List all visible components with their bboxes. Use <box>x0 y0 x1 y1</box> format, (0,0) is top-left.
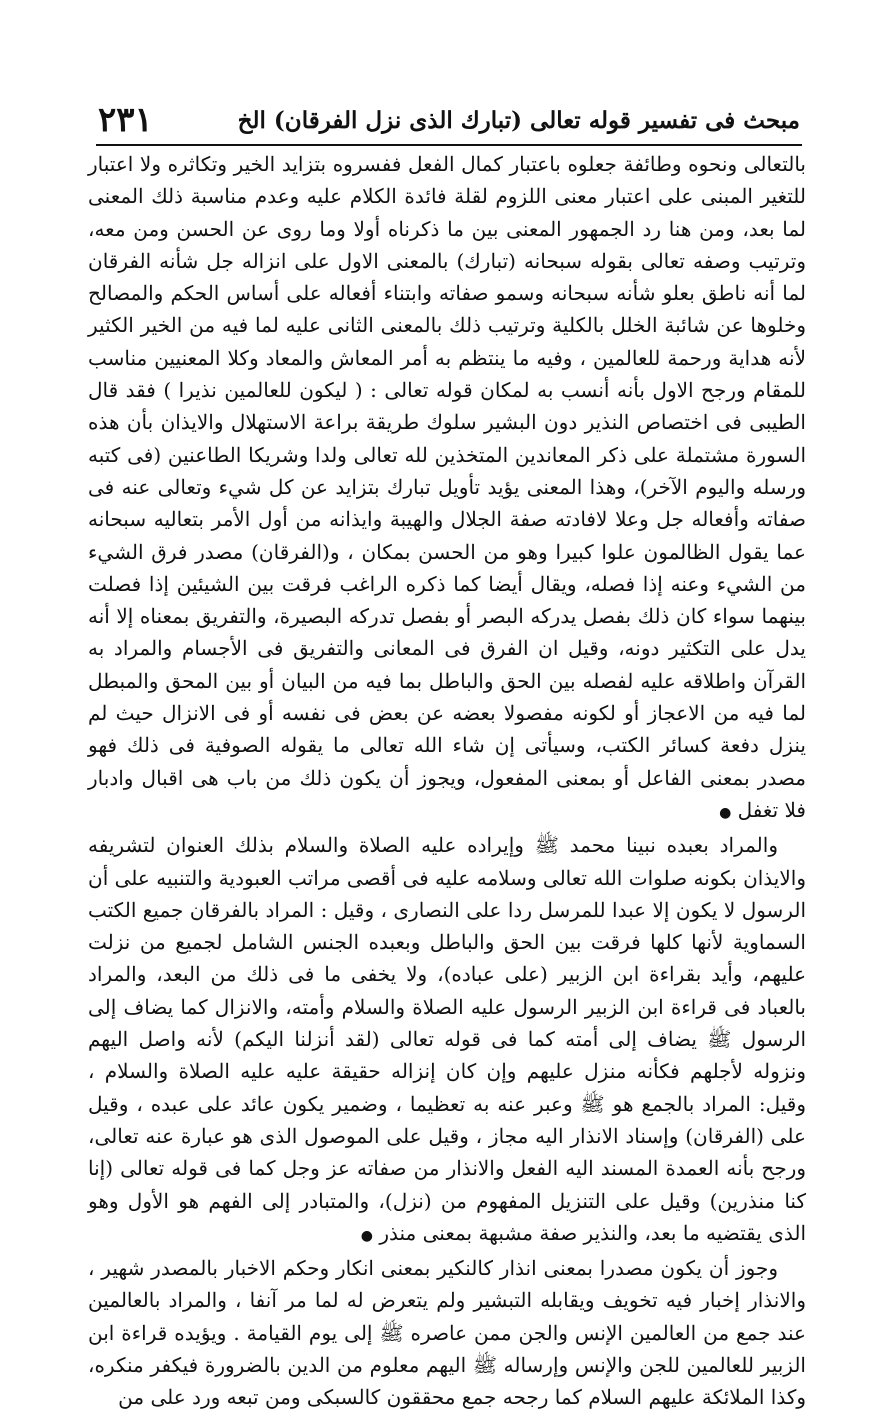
page-number: ٢٣١ <box>98 100 153 140</box>
body-text <box>88 148 806 1410</box>
page-header <box>80 98 800 142</box>
paragraph-text: وجوز أن يكون مصدرا بمعنى انذار كالنكير بمعنى انكار وحكم الاخبار بالمصدر شهير ، والانذار إخبار فيه تخويف ويقابله التبشير ولم يتعرض له لما مر آنفا ، والمراد بالعالمين عند جمع من العالمين الإنس والجن ممن عاصره ﷺ إلى يوم القيامة . ويؤيده قراءة ابن الزبير للعالمين للجن والإنس وإرساله ﷺ اليهم معلوم من الدين بالضرورة فيكفر منكره، وكذا الملائكة عليهم السلام كما رجحه جمع محققون كالسبكى ومن تبعه ورد على من <box>88 1256 806 1410</box>
header-rule <box>96 144 802 146</box>
paragraph <box>88 829 806 1252</box>
paragraph-end-mark: ● <box>360 1227 373 1244</box>
running-title: مبحث فى تفسير قوله تعالى (تبارك الذى نزل الفرقان) الخ <box>237 107 800 134</box>
paragraph <box>88 148 806 829</box>
paragraph-end-mark: ● <box>719 804 732 821</box>
paragraph-text: بالتعالى ونحوه وطائفة جعلوه باعتبار كمال الفعل ففسروه بتزايد الخير وتكاثره ولا اعتبار للتغير المبنى على اعتبار معنى اللزوم لقلة فائدة الكلام عليه وعدم مناسبة ذلك المعنى لما بعد، ومن هنا رد الجمهور المعنى بين ما ذكرناه أولا وما روى عن الحسن ومن معه، وترتيب وصفه تعالى بقوله سبحانه (تبارك) بالمعنى الاول على انزاله جل شأنه الفرقان لما أنه ناطق بعلو شأنه سبحانه وسمو صفاته وابتناء أفعاله على أساس الحكم والمصالح وخلوها عن شائبة الخلل بالكلية وترتيب ذلك بالمعنى الثانى عليه لما فيه من الخير الكثير لأنه هداية ورحمة للعالمين ، وفيه ما ينتظم به أمر المعاش والمعاد وكلا المعنيين مناسب للمقام ورجح الاول بأنه أنسب به لمكان قوله تعالى : ( ليكون للعالمين نذيرا ) فقد قال الطيبى فى اختصاص النذير دون البشير سلوك طريقة براعة الاستهلال والايذان بأن هذه السورة مشتملة على ذكر المعاندين المتخذين لله تعالى ولدا وشريكا الطاعنين (فى كتبه ورسله واليوم الآخر)، وهذا المعنى يؤيد تأويل تبارك بتزايد عن كل شيء وتعالى عنه فى صفاته وأفعاله جل وعلا لافادته صفة الجلال والهيبة وايذانه من أول الأمر بتعاليه سبحانه عما يقول الظالمون علوا كبيرا وهو من الحسن بمكان ، و(الفرقان) مصدر فرق الشيء من الشيء وعنه إذا فصله، ويقال أيضا كما ذكره الراغب فرقت بين الشيئين إذا فصلت بينهما سواء كان ذلك بفصل يدركه البصر أو بفصل تدركه البصيرة، والتفريق بمعناه إلا أنه يدل على التكثير دونه، وقيل ان الفرق فى المعانى والتفريق فى الأجسام والمراد به القرآن واطلاقه عليه لفصله بين الحق والباطل بما فيه من البيان أو بين المحق والمبطل لما فيه من الاعجاز أو لكونه مفصولا بعضه عن بعض فى نفسه أو فى الانزال حيث لم ينزل دفعة كسائر الكتب، وسيأتى إن شاء الله تعالى ما يقوله الصوفية فى ذلك فهو مصدر بمعنى الفاعل أو بمعنى المفعول، ويجوز أن يكون ذلك من باب هى اقبال وادبار فلا تغفل <box>88 152 806 822</box>
paragraph-text: والمراد بعبده نبينا محمد ﷺ وإيراده عليه الصلاة والسلام بذلك العنوان لتشريفه والايذان بكونه صلوات الله تعالى وسلامه عليه فى أقصى مراتب العبودية والتنبيه على أن الرسول لا يكون إلا عبدا للمرسل ردا على النصارى ، وقيل : المراد بالفرقان جميع الكتب السماوية لأنها كلها فرقت بين الحق والباطل وبعبده الجنس الشامل لجميع من نزلت عليهم، وأيد بقراءة ابن الزبير (على عباده)، ولا يخفى ما فى ذلك من البعد، والمراد بالعباد فى قراءة ابن الزبير الرسول عليه الصلاة والسلام وأمته، والانزال كما يضاف إلى الرسول ﷺ يضاف إلى أمته كما فى قوله تعالى (لقد أنزلنا اليكم) لأنه واصل اليهم ونزوله لأجلهم فكأنه منزل عليهم وإن كان إنزاله حقيقة عليه عليه الصلاة والسلام ، وقيل: المراد بالجمع هو ﷺ وعبر عنه به تعظيما ، وضمير يكون عائد على عبده ، وقيل على (الفرقان) وإسناد الانذار اليه مجاز ، وقيل على الموصول الذى هو عبارة عنه تعالى، ورجح بأنه العمدة المسند اليه الفعل والانذار من صفاته عز وجل كما فى قوله تعالى (إنا كنا منذرين) وقيل على التنزيل المفهوم من (نزل)، والمتبادر إلى الفهم هو الأول وهو الذى يقتضيه ما بعد، والنذير صفة مشبهة بمعنى منذر <box>88 833 806 1245</box>
paragraph <box>88 1252 806 1413</box>
